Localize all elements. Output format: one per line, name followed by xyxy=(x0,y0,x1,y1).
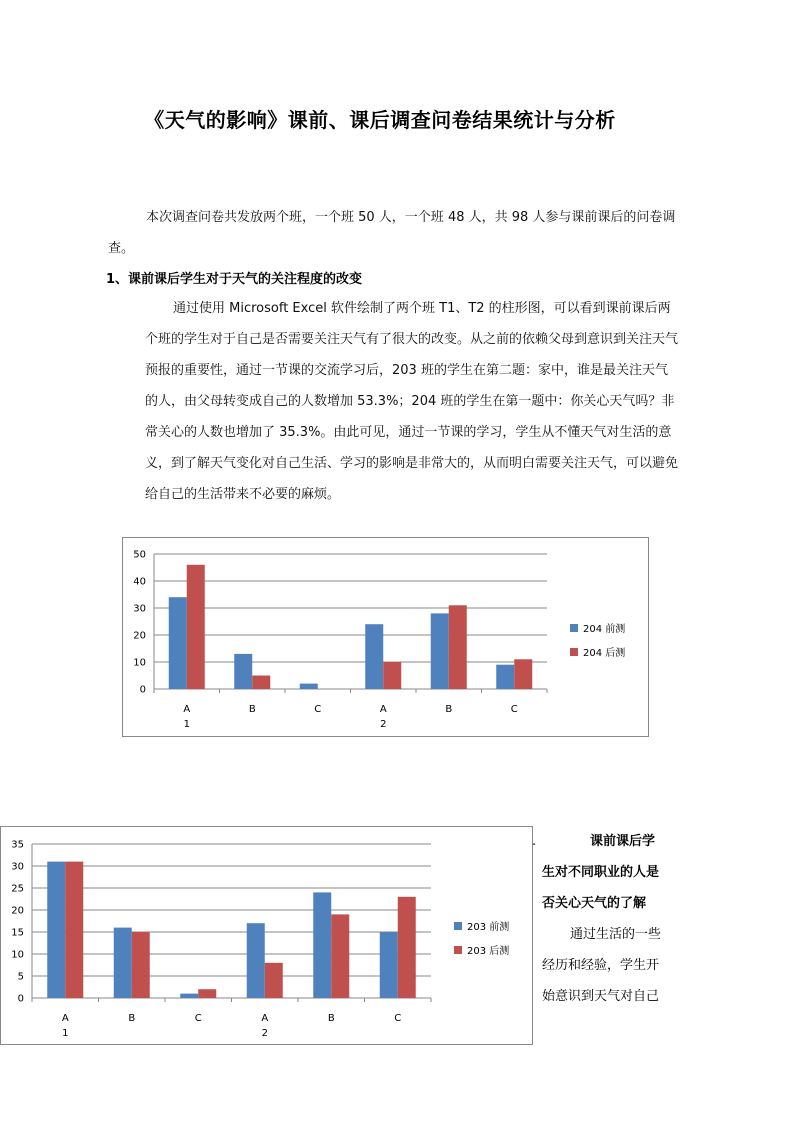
bar xyxy=(180,994,198,998)
bar xyxy=(383,662,401,689)
bar xyxy=(252,676,270,690)
side-body-line: 经历和经验，学生开 xyxy=(542,958,660,973)
bar xyxy=(300,684,318,689)
bar xyxy=(234,654,252,689)
bar xyxy=(398,897,416,998)
y-tick-label: 50 xyxy=(133,549,146,561)
chart-204 xyxy=(123,538,648,736)
bar xyxy=(114,928,132,998)
side-heading-line: 课前课后学 xyxy=(590,834,656,849)
bar xyxy=(431,613,449,689)
y-tick-label: 15 xyxy=(11,927,24,939)
x-group-label: 2 xyxy=(380,719,387,730)
bar xyxy=(247,923,265,998)
x-tick-label: B xyxy=(248,704,256,715)
bar xyxy=(65,862,83,998)
legend-label: 204 前测 xyxy=(583,624,626,635)
bar xyxy=(198,989,216,998)
side-body-line: 始意识到天气对自己 xyxy=(542,989,660,1004)
x-tick-label: A xyxy=(183,704,191,715)
intro-paragraph: 本次调查问卷共发放两个班，一个班 50 人，一个班 48 人，共 98 人参与课前课后的问卷调查。 xyxy=(108,210,676,256)
legend-label: 203 后测 xyxy=(467,946,510,957)
x-group-label: 1 xyxy=(183,719,190,730)
x-tick-label: C xyxy=(394,1013,402,1024)
bar xyxy=(365,624,383,689)
y-tick-label: 30 xyxy=(133,603,146,615)
side-heading-line: 生对不同职业的人是 xyxy=(542,865,660,880)
legend-label: 204 后测 xyxy=(583,648,626,659)
legend-swatch xyxy=(454,922,462,930)
x-tick-label: A xyxy=(61,1013,69,1024)
bar xyxy=(514,659,532,689)
x-group-label: 1 xyxy=(62,1028,69,1039)
side-heading-line: 否关心天气的了解 xyxy=(542,896,647,911)
bar xyxy=(331,914,349,998)
side-paragraph xyxy=(542,826,674,1012)
x-tick-label: A xyxy=(379,704,387,715)
side-body-line: 通过生活的一些 xyxy=(570,927,662,942)
chart-203-box xyxy=(0,826,533,1045)
legend-label: 203 前测 xyxy=(467,922,510,933)
y-tick-label: 25 xyxy=(11,883,24,895)
y-tick-label: 10 xyxy=(133,657,146,669)
bar xyxy=(187,565,205,689)
y-tick-label: 0 xyxy=(139,684,146,696)
y-tick-label: 10 xyxy=(11,949,24,961)
section-body-1: 通过使用 Microsoft Excel 软件绘制了两个班 T1、T2 的柱形图，可以看到课前课后两个班的学生对于自己是否需要关注天气有了很大的改变。从之前的依赖父母到意识到关注天气预报的重要性，通过一节课的交流学习后，203 班的学生在第二题：家中，谁是最关注天气的人，由父母转变成自己的人数增加 53.3%；204 班的学生在第一题中：你关心天气吗？非常关心的人数也增加了 35.3%。由此可见，通过一节课的学习，学生从不懂天气对生活的意义，到了解天气变化对自己生活、学习的影响是非常大的，从而明白需要关注天气，可以避免给自己的生活带来不必要的麻烦。 xyxy=(145,301,679,502)
y-tick-label: 30 xyxy=(11,861,24,873)
y-tick-label: 0 xyxy=(17,993,24,1005)
bar xyxy=(132,932,150,998)
legend-swatch xyxy=(454,946,462,954)
y-tick-label: 35 xyxy=(11,839,24,851)
bar xyxy=(169,597,187,689)
x-tick-label: C xyxy=(510,704,518,715)
section-heading-1: 1、课前课后学生对于天气的关注程度的改变 xyxy=(106,272,363,287)
bar xyxy=(265,963,283,998)
chart-204-box xyxy=(122,537,649,737)
page-title: 《天气的影响》课前、课后调查问卷结果统计与分析 xyxy=(144,108,616,132)
y-tick-label: 20 xyxy=(11,905,24,917)
y-tick-label: 5 xyxy=(17,971,24,983)
bar xyxy=(449,605,467,689)
bar xyxy=(496,665,514,689)
x-tick-label: C xyxy=(314,704,322,715)
side-dot: . xyxy=(532,834,537,849)
bar xyxy=(313,892,331,998)
x-tick-label: B xyxy=(327,1013,335,1024)
x-tick-label: C xyxy=(194,1013,202,1024)
y-tick-label: 40 xyxy=(133,576,146,588)
bar xyxy=(380,932,398,998)
chart-203 xyxy=(1,827,532,1044)
x-tick-label: B xyxy=(128,1013,136,1024)
y-tick-label: 20 xyxy=(133,630,146,642)
x-tick-label: A xyxy=(261,1013,269,1024)
bar xyxy=(47,862,65,998)
legend-swatch xyxy=(570,648,578,656)
x-tick-label: B xyxy=(445,704,453,715)
x-group-label: 2 xyxy=(261,1028,268,1039)
legend-swatch xyxy=(570,624,578,632)
